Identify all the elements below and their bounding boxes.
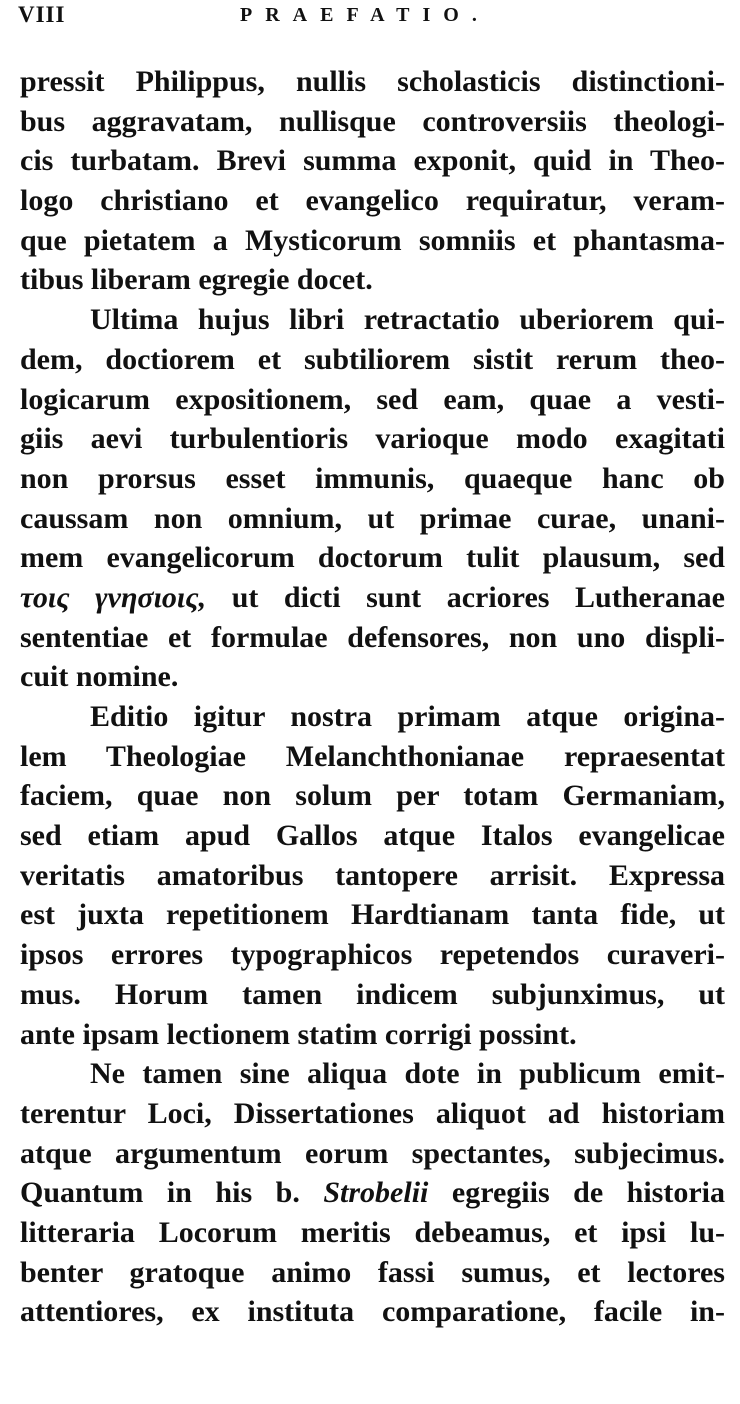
text-line: Ne tamen sine aliqua dote in publicum emit- (90, 1057, 725, 1091)
text-line: cis turbatam. Brevi summa exponit, quid in Theo- (20, 144, 725, 178)
text-line: caussam non omnium, ut primae curae, unani- (20, 501, 725, 535)
text-line: terentur Loci, Dissertationes aliquot ad historiam (20, 1096, 725, 1130)
text-line: est juxta repetitionem Hardtianam tanta fide, ut (20, 898, 725, 932)
line-remainder: ut dicti sunt acriores Lutheranae (206, 580, 725, 614)
text-line-name (20, 1173, 725, 1213)
line-remainder: egregiis de historia (428, 1176, 725, 1210)
text-line: Editio igitur nostra primam atque origina- (90, 700, 725, 733)
text-line: dem, doctiorem et subtiliorem sistit rerum theo- (20, 342, 725, 376)
running-title: PRAEFATIO. (240, 4, 490, 26)
text-line: tibus liberam egregie docet. (20, 263, 373, 297)
text-line: litteraria Locorum meritis debeamus, et ipsi lu- (20, 1215, 725, 1249)
text-line: ante ipsam lectionem statim corrigi possint. (20, 1017, 577, 1051)
text-line: sententiae et formulae defensores, non uno displi- (20, 620, 725, 654)
running-head (0, 0, 740, 44)
text-line: lem Theologiae Melanchthonianae repraesentat (20, 739, 725, 773)
greek-phrase: τοις γνησιοις, (20, 580, 207, 614)
text-line: non prorsus esset immunis, quaeque hanc ob (20, 461, 725, 495)
page-number: VIII (18, 2, 66, 27)
line-start: Quantum in his b. (20, 1176, 324, 1210)
text-line: que pietatem a Mysticorum somniis et phantasma- (20, 223, 725, 257)
text-line: atque argumentum eorum spectantes, subjecimus. (20, 1136, 725, 1170)
text-line: ipsos errores typographicos repetendos curaveri- (20, 938, 725, 972)
text-line: benter gratoque animo fassi sumus, et lectores (20, 1255, 725, 1289)
text-line: pressit Philippus, nullis scholasticis distinctioni- (20, 65, 725, 98)
text-line: veritatis amatoribus tantopere arrisit. Expressa (20, 858, 725, 892)
text-line: faciem, quae non solum per totam Germaniam, (20, 779, 725, 813)
text-line: sed etiam apud Gallos atque Italos evangelicae (20, 819, 725, 853)
text-line: giis aevi turbulentioris varioque modo exagitati (20, 422, 725, 456)
text-line-greek (20, 578, 725, 618)
text-line: bus aggravatam, nullisque controversiis theologi- (20, 104, 725, 138)
text-line: attentiores, ex instituta comparatione, facile in- (20, 1295, 725, 1329)
text-line: mus. Horum tamen indicem subjunximus, ut (20, 977, 725, 1011)
text-line: logicarum expositionem, sed eam, quae a vesti- (20, 382, 725, 416)
text-line: cuit nomine. (20, 660, 179, 694)
text-line: mem evangelicorum doctorum tulit plausum, sed (20, 541, 725, 575)
text-line: Ultima hujus libri retractatio uberiorem qui- (90, 303, 725, 337)
author-name: Strobelii (323, 1176, 429, 1210)
body-text (20, 62, 725, 1332)
text-line: logo christiano et evangelico requiratur, veram- (20, 184, 725, 218)
